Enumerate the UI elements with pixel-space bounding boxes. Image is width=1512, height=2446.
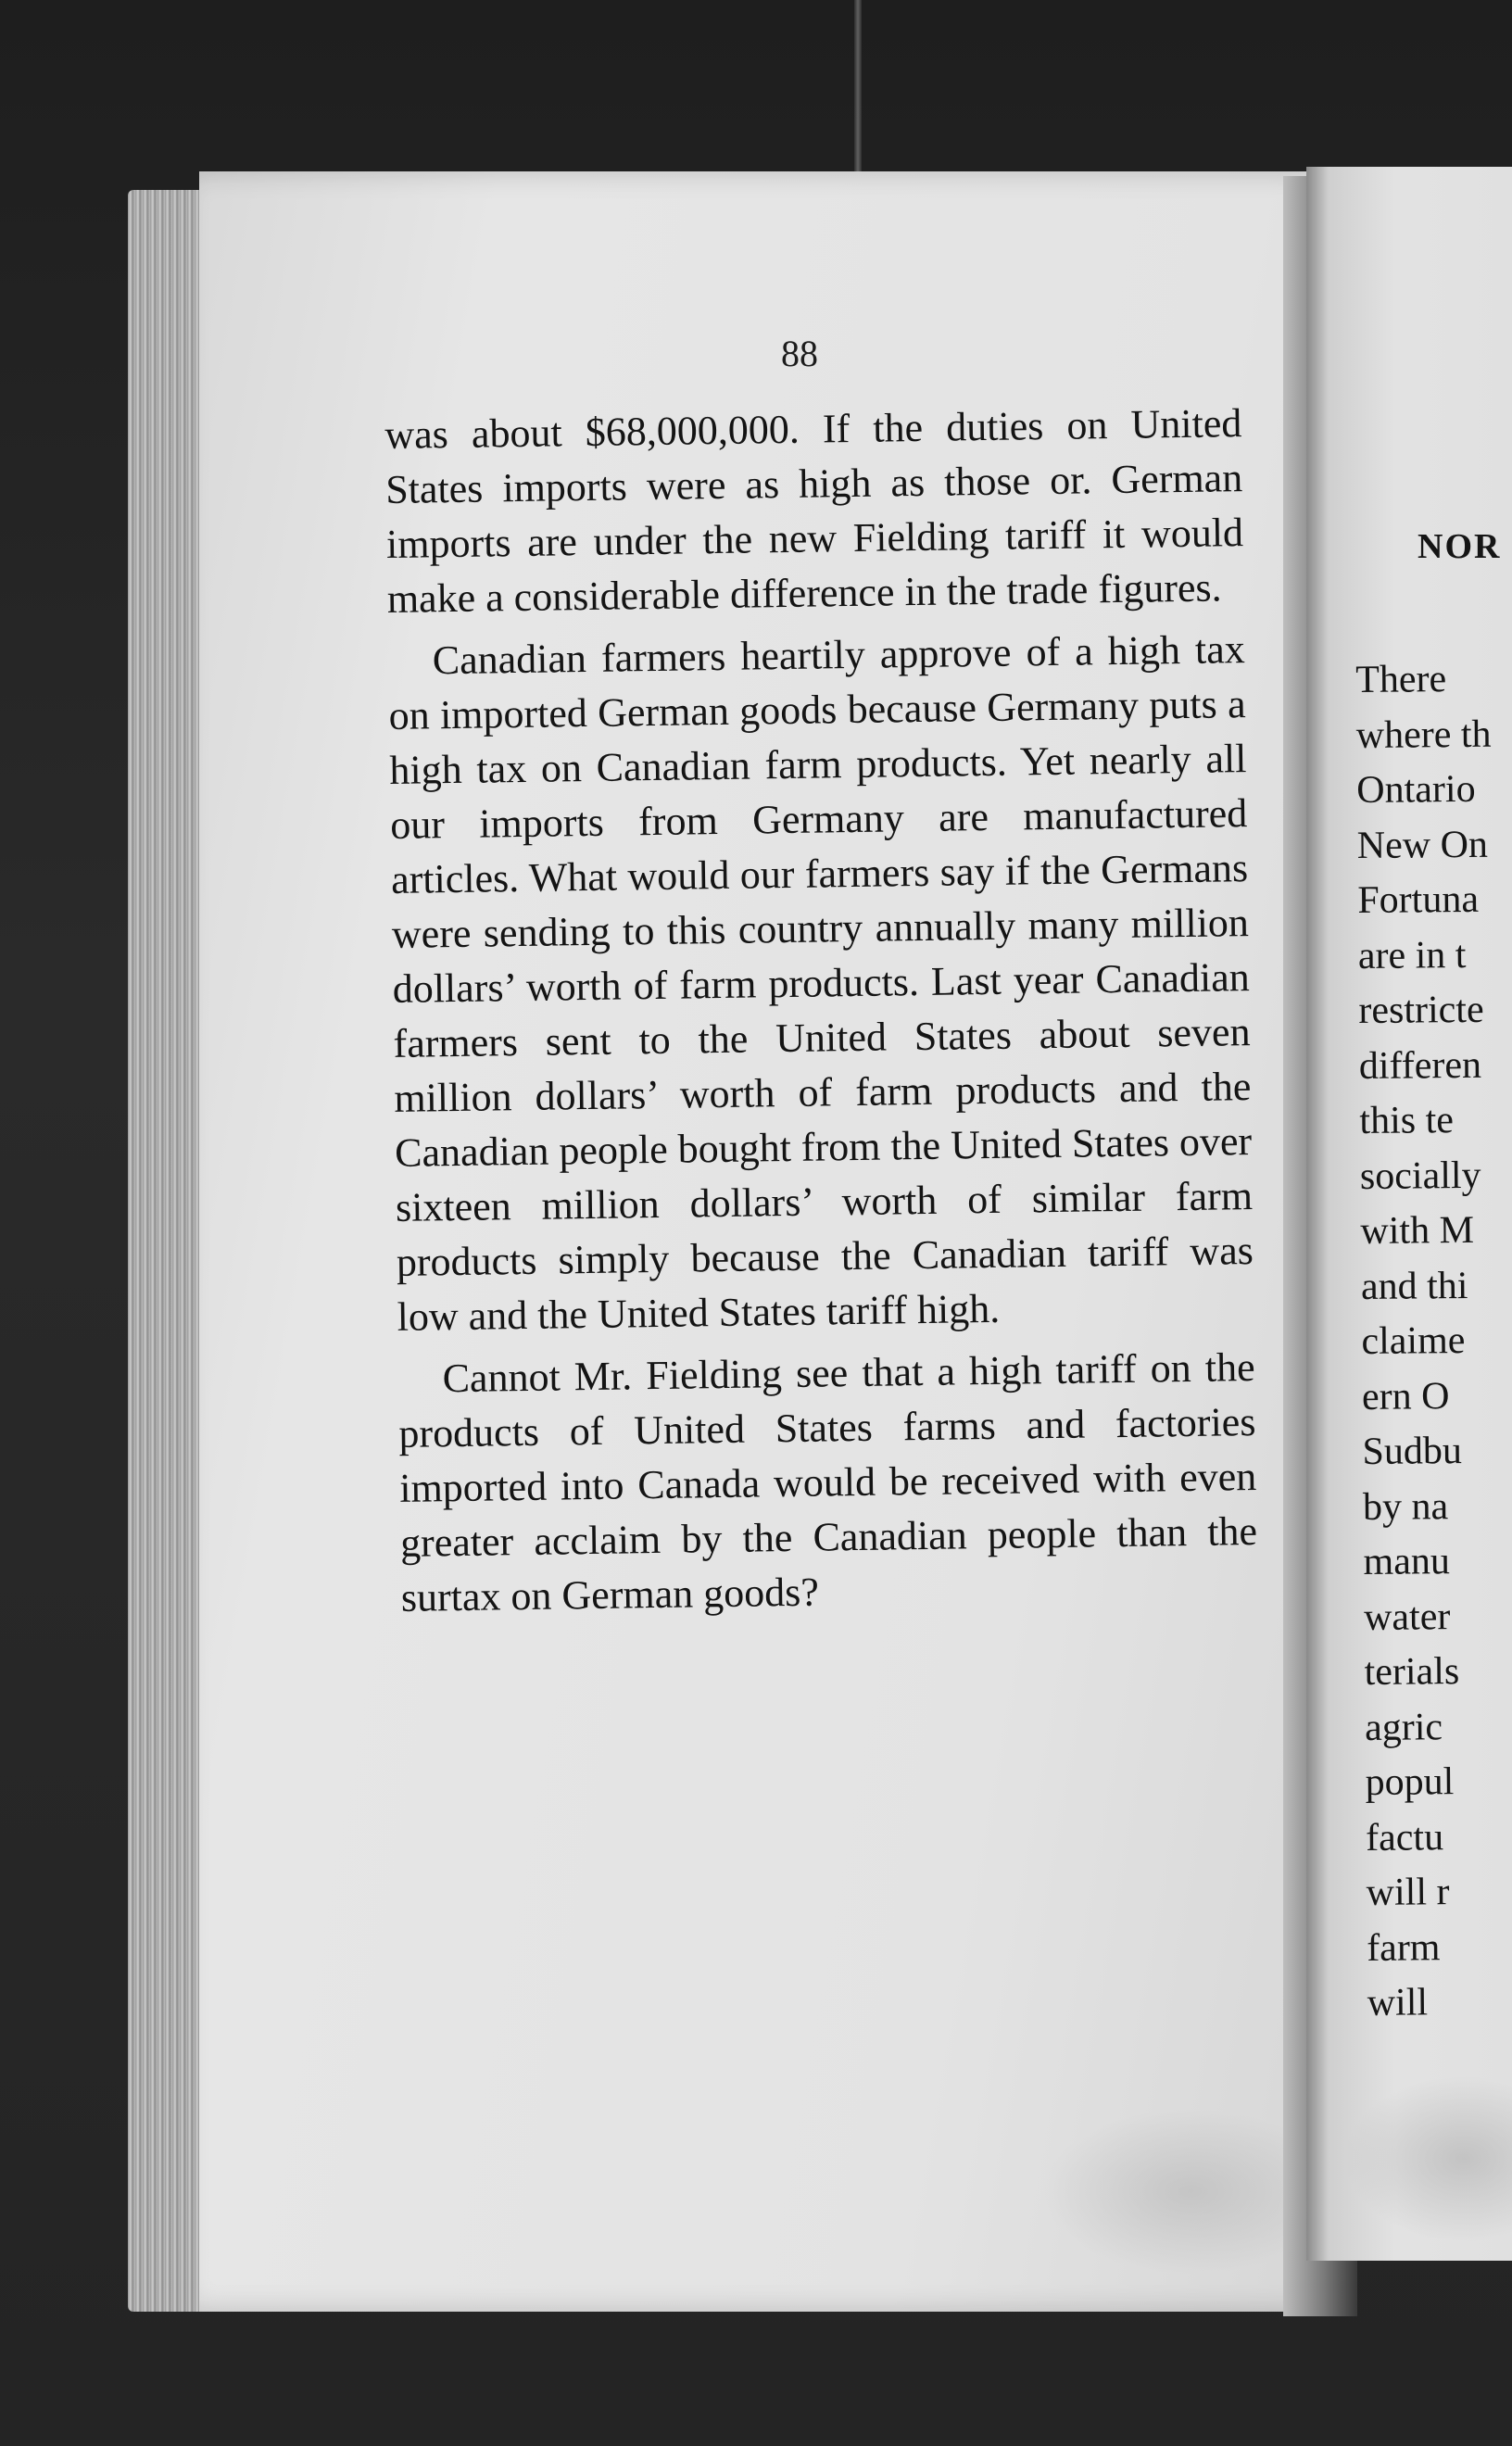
- line-fragment: restricte: [1358, 988, 1484, 1032]
- line-fragment: are in t: [1357, 933, 1467, 977]
- line-fragment: and thi: [1360, 1264, 1468, 1308]
- line-fragment: this te: [1359, 1099, 1455, 1142]
- page-number: 88: [781, 333, 818, 374]
- line-fragment: socially: [1359, 1154, 1481, 1198]
- binding-thread: [854, 0, 862, 176]
- paragraph: Cannot Mr. Fielding see that a high tariff on the products of United States farms and factories imported into Canada would be received with even greater acclaim by the Canadian people than the surtax on German goods?: [398, 1343, 1258, 1620]
- line-fragment: ern O: [1361, 1374, 1450, 1418]
- paragraph: Canadian farmers heartily approve of a high tax on imported German goods because Germany puts a high tax on Canadian farm products. Yet nearly all our imports from Germany are manufactured articles. What would our farmers say if the Germans were sending to this country annually many million dollars’ worth of farm products. Last year Canadian farmers sent to the United States about seven million dollars’ worth of farm products and the Canadian people bought from the United States over sixteen million dollars’ worth of similar farm products simply because the Canadian tariff was low and the United States tariff high.: [388, 626, 1254, 1340]
- line-fragment: by na: [1362, 1484, 1449, 1529]
- line-fragment: agric: [1364, 1705, 1443, 1749]
- line-fragment: water: [1363, 1595, 1451, 1639]
- line-fragment: Ontario: [1356, 767, 1476, 812]
- left-page-text: [384, 396, 1258, 1633]
- line-fragment: manu: [1363, 1540, 1451, 1583]
- line-fragment: Fortuna: [1357, 877, 1480, 922]
- line-fragment: Sudbu: [1362, 1430, 1463, 1473]
- right-page-title-fragment: NOR: [1418, 527, 1502, 566]
- line-fragment: where th: [1355, 712, 1492, 757]
- line-fragment: farm: [1366, 1925, 1441, 1970]
- paper-stain: [1343, 2075, 1512, 2242]
- line-fragment: will: [1367, 1981, 1429, 2024]
- line-fragment: differen: [1358, 1043, 1482, 1088]
- paragraph: was about $68,000,000. If the duties on United States imports were as high as those or. German imports are under the new Fielding tariff it would make a considerable difference in the trade figures.: [384, 400, 1244, 622]
- page-edges: [128, 190, 202, 2312]
- line-fragment: There: [1355, 658, 1447, 701]
- line-fragment: claime: [1361, 1318, 1466, 1363]
- line-fragment: will r: [1366, 1871, 1450, 1914]
- line-fragment: New On: [1356, 823, 1489, 867]
- line-fragment: popul: [1365, 1760, 1455, 1804]
- line-fragment: factu: [1365, 1815, 1444, 1860]
- line-fragment: with M: [1360, 1208, 1475, 1253]
- right-page-text-fragments: [1355, 652, 1503, 2032]
- line-fragment: terials: [1364, 1650, 1460, 1694]
